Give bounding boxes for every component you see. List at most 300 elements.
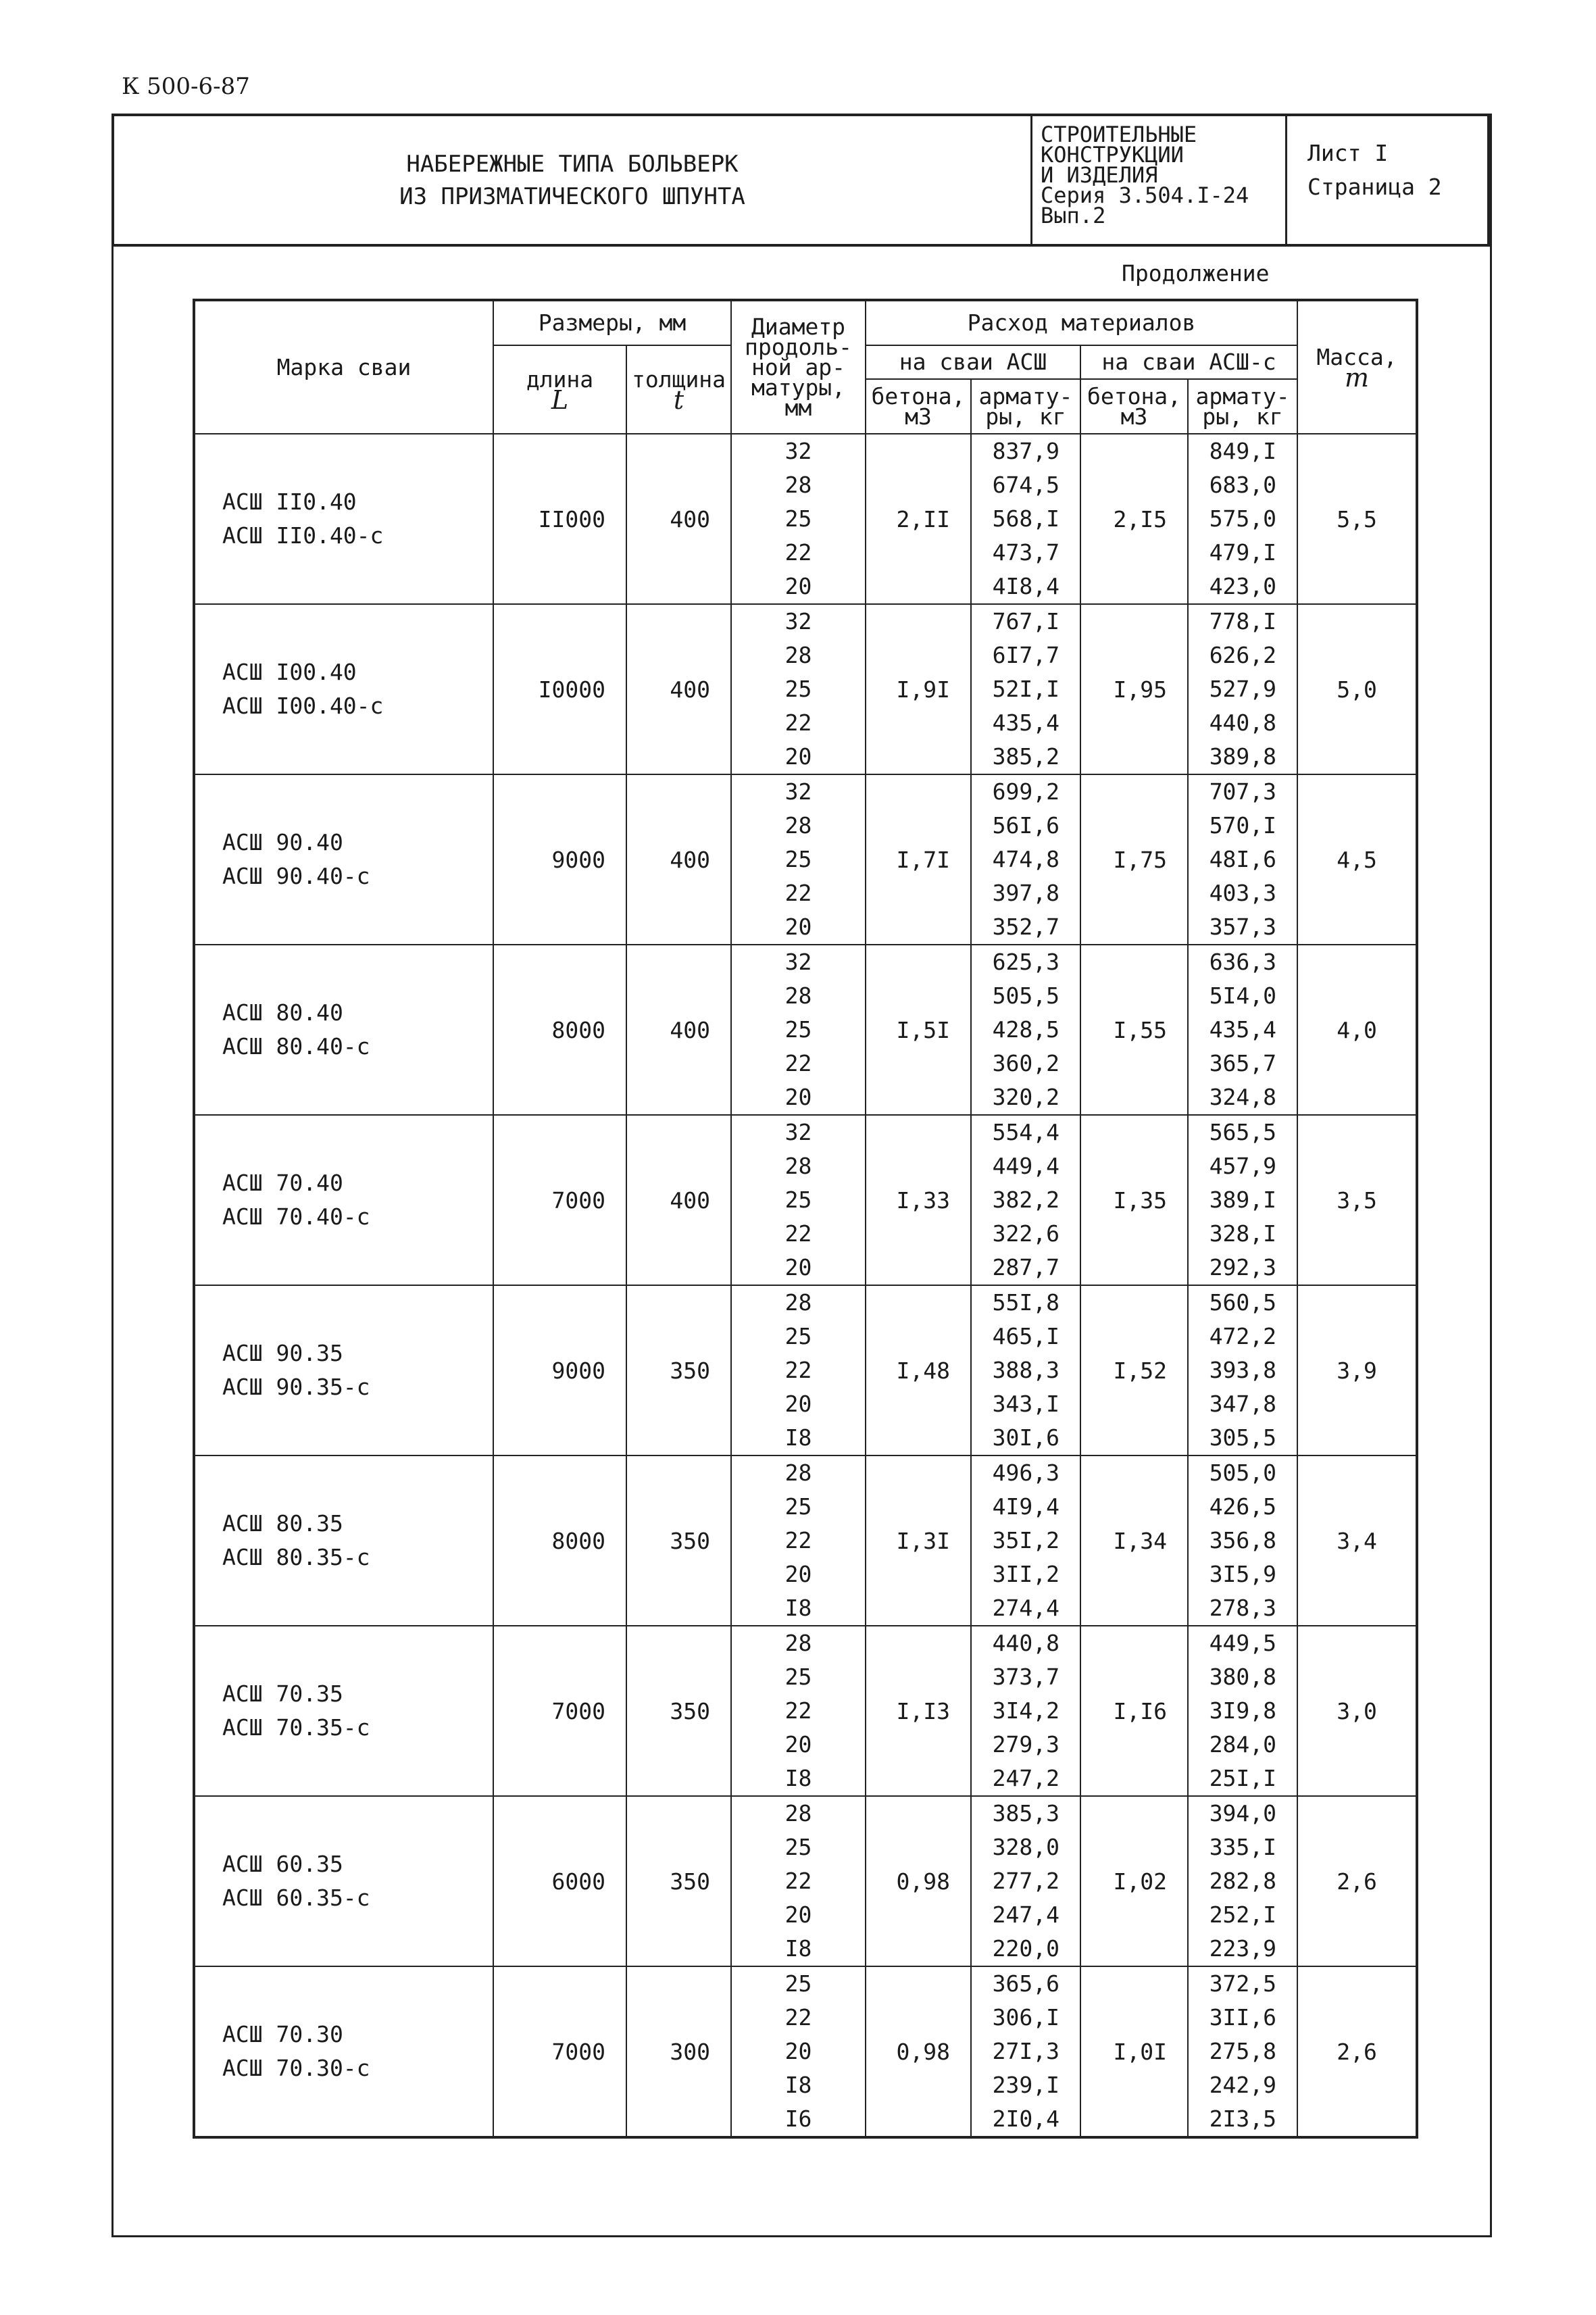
diameter-value: 28	[784, 1289, 812, 1316]
title-line: НАБЕРЕЖНЫЕ ТИПА БОЛЬВЕРК	[406, 150, 739, 178]
rebar-ash-value: 35I,2	[992, 1527, 1060, 1553]
diameter-value: 22	[784, 539, 812, 566]
diameter-value: 32	[784, 778, 812, 805]
concrete-ash-s-value: I,I6	[1113, 1697, 1168, 1724]
length-cell	[493, 434, 626, 604]
concrete-ash-s-value: I,52	[1113, 1357, 1168, 1384]
rebar-ash-value: 3II,2	[992, 1561, 1060, 1587]
rebar-ash-value: 837,9	[992, 438, 1060, 464]
mass-cell	[1297, 1626, 1417, 1796]
mass-cell	[1297, 945, 1417, 1115]
rebar-ash-s-value: 403,3	[1209, 880, 1277, 906]
length-cell	[493, 1285, 626, 1455]
pile-mark-cell	[194, 1285, 493, 1455]
header-on-ash: на сваи АСШ	[866, 345, 1080, 379]
pile-mark: АСШ 70.40	[222, 1170, 343, 1196]
concrete-ash-s-cell	[1080, 1115, 1188, 1285]
concrete-ash-s-cell	[1080, 1966, 1188, 2137]
rebar-ash-s-value: 324,8	[1209, 1084, 1277, 1110]
pile-mark: АСШ 90.40-с	[222, 863, 370, 889]
pile-mark: АСШ 70.30-с	[222, 2055, 370, 2081]
header-length-symbol: L	[551, 384, 569, 415]
pile-mark: АСШ 70.30	[222, 2021, 343, 2047]
length-cell	[493, 1796, 626, 1966]
thickness-cell	[626, 945, 731, 1115]
pile-mark: АСШ I00.40-с	[222, 693, 384, 719]
rebar-ash-value: 385,2	[992, 743, 1060, 770]
rebar-ash-cell	[971, 604, 1080, 774]
pile-mark: АСШ 80.40	[222, 999, 343, 1026]
rebar-ash-s-value: 3II,6	[1209, 2004, 1277, 2031]
diameter-value: 20	[784, 914, 812, 940]
diameter-value: 25	[784, 505, 812, 532]
series-line: СТРОИТЕЛЬНЫЕ	[1041, 122, 1197, 147]
rebar-ash-value: 287,7	[992, 1254, 1060, 1280]
rebar-ash-value: 568,I	[992, 505, 1060, 532]
concrete-ash-value: I,3I	[896, 1527, 951, 1554]
rebar-ash-s-value: 347,8	[1209, 1391, 1277, 1417]
rebar-ash-value: 382,2	[992, 1187, 1060, 1213]
rebar-ash-value: 465,I	[992, 1323, 1060, 1349]
concrete-ash-s-value: I,95	[1113, 676, 1168, 703]
rebar-ash-s-value: 335,I	[1209, 1834, 1277, 1860]
header-concrete-line: бетона,	[871, 382, 966, 409]
rebar-ash-value: 674,5	[992, 472, 1060, 498]
rebar-ash-cell	[971, 1285, 1080, 1455]
diameter-value: 25	[784, 676, 812, 702]
header-sizes: Размеры, мм	[493, 300, 731, 345]
diameter-value: 22	[784, 1050, 812, 1076]
diameter-cell	[731, 1115, 866, 1285]
diameter-value: 20	[784, 1084, 812, 1110]
diameter-value: 28	[784, 1630, 812, 1656]
concrete-ash-s-cell	[1080, 1626, 1188, 1796]
rebar-ash-s-value: 48I,6	[1209, 846, 1277, 872]
diameter-value: 28	[784, 472, 812, 498]
rebar-ash-value: 474,8	[992, 846, 1060, 872]
header-concrete-line: бетона,	[1087, 382, 1182, 409]
pile-mark: АСШ 70.35	[222, 1681, 343, 1707]
diameter-value: 25	[784, 1970, 812, 1997]
rebar-ash-s-value: 565,5	[1209, 1119, 1277, 1145]
rebar-ash-s-value: 849,I	[1209, 438, 1277, 464]
rebar-ash-s-cell	[1188, 1966, 1297, 2137]
length-cell	[493, 1115, 626, 1285]
title-line: ИЗ ПРИЗМАТИЧЕСКОГО ШПУНТА	[399, 182, 745, 210]
header-concrete-line: м3	[1120, 403, 1148, 430]
rebar-ash-s-value: 472,2	[1209, 1323, 1277, 1349]
header-diameter-line: матуры,	[751, 374, 846, 401]
concrete-ash-s-cell	[1080, 774, 1188, 945]
length-value: 6000	[551, 1868, 605, 1895]
series-line: Серия 3.504.I-24	[1041, 182, 1249, 208]
rebar-ash-s-value: 683,0	[1209, 472, 1277, 498]
rebar-ash-value: 352,7	[992, 914, 1060, 940]
rebar-ash-cell	[971, 1966, 1080, 2137]
diameter-value: 28	[784, 982, 812, 1009]
rebar-ash-value: 365,6	[992, 1970, 1060, 1997]
thickness-cell	[626, 1626, 731, 1796]
diameter-value: I8	[784, 1595, 812, 1621]
length-value: I0000	[538, 676, 605, 703]
diameter-value: 28	[784, 642, 812, 668]
diameter-value: 28	[784, 1800, 812, 1826]
rebar-ash-s-value: 389,I	[1209, 1187, 1277, 1213]
length-cell	[493, 1455, 626, 1626]
header-length	[493, 345, 626, 434]
rebar-ash-value: 52I,I	[992, 676, 1060, 702]
diameter-value: 25	[784, 1187, 812, 1213]
pile-specification-table	[193, 299, 1418, 2139]
header-concrete-line: м3	[905, 403, 932, 430]
length-value: 7000	[551, 1697, 605, 1724]
header-diameter-line: мм	[784, 394, 812, 421]
continuation-label: Продолжение	[1122, 260, 1270, 287]
rebar-ash-value: 343,I	[992, 1391, 1060, 1417]
rebar-ash-value: 699,2	[992, 778, 1060, 805]
table-row	[194, 1796, 1417, 1966]
pile-mark-cell	[194, 1966, 493, 2137]
rebar-ash-value: 274,4	[992, 1595, 1060, 1621]
rebar-ash-cell	[971, 434, 1080, 604]
header-length-label: длина	[526, 366, 594, 393]
diameter-value: 20	[784, 1391, 812, 1417]
concrete-ash-value: I,9I	[896, 676, 951, 703]
thickness-value: 400	[670, 1016, 711, 1043]
pile-mark: АСШ 60.35-с	[222, 1885, 370, 1911]
rebar-ash-value: 428,5	[992, 1016, 1060, 1043]
rebar-ash-value: 320,2	[992, 1084, 1060, 1110]
diameter-value: 25	[784, 1834, 812, 1860]
concrete-ash-cell	[866, 774, 971, 945]
sheet-number: Лист I	[1307, 140, 1389, 166]
rebar-ash-s-value: 575,0	[1209, 505, 1277, 532]
rebar-ash-value: 449,4	[992, 1153, 1060, 1179]
concrete-ash-cell	[866, 1115, 971, 1285]
rebar-ash-s-value: 223,9	[1209, 1935, 1277, 1962]
title-block	[111, 114, 1490, 247]
pile-mark: АСШ 90.35	[222, 1340, 343, 1366]
header-diameter-line: ной ар-	[751, 353, 846, 380]
concrete-ash-value: I,5I	[896, 1016, 951, 1043]
concrete-ash-value: 0,98	[896, 1868, 951, 1895]
pile-mark-cell	[194, 434, 493, 604]
header-thickness-symbol: t	[673, 384, 684, 415]
diameter-value: 25	[784, 1493, 812, 1520]
rebar-ash-value: 55I,8	[992, 1289, 1060, 1316]
rebar-ash-value: 279,3	[992, 1731, 1060, 1758]
concrete-ash-cell	[866, 1966, 971, 2137]
length-cell	[493, 1966, 626, 2137]
pile-mark: АСШ 60.35	[222, 1851, 343, 1877]
table-row	[194, 1626, 1417, 1796]
pile-mark: АСШ 80.35-с	[222, 1544, 370, 1570]
rebar-ash-s-cell	[1188, 604, 1297, 774]
rebar-ash-value: 625,3	[992, 949, 1060, 975]
diameter-value: 32	[784, 949, 812, 975]
table-row	[194, 1115, 1417, 1285]
rebar-ash-s-value: 357,3	[1209, 914, 1277, 940]
rebar-ash-s-value: 356,8	[1209, 1527, 1277, 1553]
rebar-ash-value: 440,8	[992, 1630, 1060, 1656]
title-block-sheet	[1287, 116, 1487, 244]
concrete-ash-s-cell	[1080, 604, 1188, 774]
diameter-value: 22	[784, 1868, 812, 1894]
thickness-cell	[626, 774, 731, 945]
length-cell	[493, 774, 626, 945]
thickness-value: 350	[670, 1697, 711, 1724]
length-value: II000	[538, 505, 605, 532]
diameter-value: 20	[784, 743, 812, 770]
rebar-ash-value: 397,8	[992, 880, 1060, 906]
pile-mark-cell	[194, 945, 493, 1115]
page-number: Страница 2	[1307, 174, 1442, 200]
rebar-ash-value: 435,4	[992, 710, 1060, 736]
rebar-ash-s-cell	[1188, 434, 1297, 604]
length-value: 9000	[551, 846, 605, 873]
mass-cell	[1297, 1796, 1417, 1966]
diameter-cell	[731, 1285, 866, 1455]
rebar-ash-s-value: 423,0	[1209, 573, 1277, 599]
concrete-ash-value: I,48	[896, 1357, 951, 1384]
pile-mark: АСШ 70.35-с	[222, 1714, 370, 1741]
table-row	[194, 434, 1417, 604]
thickness-cell	[626, 1966, 731, 2137]
rebar-ash-s-value: 305,5	[1209, 1424, 1277, 1451]
rebar-ash-s-value: 5I4,0	[1209, 982, 1277, 1009]
concrete-ash-cell	[866, 1796, 971, 1966]
rebar-ash-s-value: 275,8	[1209, 2038, 1277, 2064]
rebar-ash-s-value: 707,3	[1209, 778, 1277, 805]
rebar-ash-cell	[971, 1455, 1080, 1626]
rebar-ash-value: 3I4,2	[992, 1697, 1060, 1724]
rebar-ash-value: 328,0	[992, 1834, 1060, 1860]
header-rebar-ash-s	[1188, 379, 1297, 434]
header-rebar-line: армату-	[978, 382, 1073, 409]
rebar-ash-value: 247,4	[992, 1901, 1060, 1928]
diameter-value: 22	[784, 2004, 812, 2031]
header-mark: Марка сваи	[194, 300, 493, 434]
pile-mark: АСШ 80.35	[222, 1510, 343, 1537]
rebar-ash-value: 4I8,4	[992, 573, 1060, 599]
mass-cell	[1297, 1285, 1417, 1455]
mass-cell	[1297, 1115, 1417, 1285]
table-row	[194, 1285, 1417, 1455]
diameter-value: I8	[784, 1935, 812, 1962]
rebar-ash-s-cell	[1188, 1115, 1297, 1285]
pile-mark-cell	[194, 1455, 493, 1626]
rebar-ash-s-value: 626,2	[1209, 642, 1277, 668]
diameter-value: 25	[784, 1323, 812, 1349]
mass-cell	[1297, 434, 1417, 604]
length-cell	[493, 1626, 626, 1796]
concrete-ash-value: 0,98	[896, 2038, 951, 2065]
concrete-ash-value: 2,II	[896, 505, 951, 532]
mass-cell	[1297, 604, 1417, 774]
concrete-ash-s-cell	[1080, 1455, 1188, 1626]
rebar-ash-value: 4I9,4	[992, 1493, 1060, 1520]
pile-mark: АСШ II0.40-с	[222, 522, 384, 549]
pile-mark-cell	[194, 1115, 493, 1285]
thickness-value: 350	[670, 1868, 711, 1895]
rebar-ash-value: 385,3	[992, 1800, 1060, 1826]
rebar-ash-value: 30I,6	[992, 1424, 1060, 1451]
length-cell	[493, 604, 626, 774]
rebar-ash-cell	[971, 945, 1080, 1115]
diameter-value: 22	[784, 880, 812, 906]
length-cell	[493, 945, 626, 1115]
rebar-ash-value: 247,2	[992, 1765, 1060, 1791]
concrete-ash-s-value: I,75	[1113, 846, 1168, 873]
rebar-ash-value: 767,I	[992, 608, 1060, 634]
thickness-cell	[626, 604, 731, 774]
thickness-cell	[626, 1796, 731, 1966]
rebar-ash-value: 373,7	[992, 1664, 1060, 1690]
concrete-ash-s-value: I,0I	[1113, 2038, 1168, 2065]
rebar-ash-s-value: 252,I	[1209, 1901, 1277, 1928]
concrete-ash-value: I,33	[896, 1187, 951, 1214]
rebar-ash-s-value: 449,5	[1209, 1630, 1277, 1656]
diameter-value: 20	[784, 2038, 812, 2064]
pile-mark: АСШ II0.40	[222, 489, 357, 515]
rebar-ash-value: 554,4	[992, 1119, 1060, 1145]
rebar-ash-s-cell	[1188, 774, 1297, 945]
diameter-cell	[731, 1455, 866, 1626]
table-row	[194, 1455, 1417, 1626]
rebar-ash-value: 277,2	[992, 1868, 1060, 1894]
rebar-ash-s-cell	[1188, 1626, 1297, 1796]
rebar-ash-s-value: 328,I	[1209, 1220, 1277, 1247]
rebar-ash-s-value: 284,0	[1209, 1731, 1277, 1758]
rebar-ash-s-value: 440,8	[1209, 710, 1277, 736]
diameter-value: 20	[784, 573, 812, 599]
rebar-ash-value: 239,I	[992, 2072, 1060, 2098]
concrete-ash-cell	[866, 434, 971, 604]
header-thickness-label: толщина	[631, 366, 726, 393]
series-line: Вып.2	[1041, 203, 1106, 228]
thickness-value: 400	[670, 846, 711, 873]
rebar-ash-cell	[971, 774, 1080, 945]
rebar-ash-cell	[971, 1796, 1080, 1966]
rebar-ash-s-value: 25I,I	[1209, 1765, 1277, 1791]
pile-mark: АСШ 80.40-с	[222, 1033, 370, 1060]
header-diameter-line: продоль-	[745, 333, 852, 360]
diameter-cell	[731, 1626, 866, 1796]
mass-value: 5,0	[1337, 676, 1377, 703]
rebar-ash-value: 6I7,7	[992, 642, 1060, 668]
table-row	[194, 774, 1417, 945]
mass-value: 3,9	[1337, 1357, 1377, 1384]
rebar-ash-value: 496,3	[992, 1460, 1060, 1486]
rebar-ash-value: 27I,3	[992, 2038, 1060, 2064]
concrete-ash-s-cell	[1080, 1285, 1188, 1455]
header-rebar-line: ры, кг	[985, 403, 1066, 430]
pile-mark: АСШ 90.35-с	[222, 1374, 370, 1400]
pile-mark-cell	[194, 1796, 493, 1966]
concrete-ash-value: I,I3	[896, 1697, 951, 1724]
rebar-ash-value: 505,5	[992, 982, 1060, 1009]
rebar-ash-value: 473,7	[992, 539, 1060, 566]
diameter-value: 25	[784, 846, 812, 872]
header-rebar-ash	[971, 379, 1080, 434]
header-consumption: Расход материалов	[866, 300, 1297, 345]
mass-cell	[1297, 1455, 1417, 1626]
diameter-cell	[731, 774, 866, 945]
mass-cell	[1297, 1966, 1417, 2137]
table-row	[194, 604, 1417, 774]
table-body	[194, 434, 1417, 2137]
rebar-ash-s-cell	[1188, 1796, 1297, 1966]
thickness-cell	[626, 434, 731, 604]
rebar-ash-s-value: 636,3	[1209, 949, 1277, 975]
concrete-ash-s-cell	[1080, 945, 1188, 1115]
mass-value: 3,0	[1337, 1697, 1377, 1724]
rebar-ash-s-value: 389,8	[1209, 743, 1277, 770]
header-on-ash-s: на сваи АСШ-с	[1080, 345, 1297, 379]
diameter-value: I6	[784, 2106, 812, 2132]
diameter-value: 28	[784, 1460, 812, 1486]
rebar-ash-s-cell	[1188, 1455, 1297, 1626]
length-value: 8000	[551, 1016, 605, 1043]
diameter-value: 22	[784, 1527, 812, 1553]
rebar-ash-cell	[971, 1626, 1080, 1796]
thickness-cell	[626, 1455, 731, 1626]
concrete-ash-cell	[866, 1626, 971, 1796]
rebar-ash-s-value: 560,5	[1209, 1289, 1277, 1316]
concrete-ash-s-value: I,02	[1113, 1868, 1168, 1895]
rebar-ash-s-value: 479,I	[1209, 539, 1277, 566]
diameter-value: I8	[784, 1765, 812, 1791]
concrete-ash-value: I,7I	[896, 846, 951, 873]
rebar-ash-s-value: 292,3	[1209, 1254, 1277, 1280]
header-mass-unit: т	[1345, 362, 1370, 393]
concrete-ash-s-value: I,55	[1113, 1016, 1168, 1043]
document-code: К 500-6-87	[122, 73, 250, 100]
length-value: 7000	[551, 1187, 605, 1214]
header-diameter	[731, 300, 866, 434]
diameter-cell	[731, 1966, 866, 2137]
mass-cell	[1297, 774, 1417, 945]
concrete-ash-cell	[866, 604, 971, 774]
rebar-ash-s-value: 3I9,8	[1209, 1697, 1277, 1724]
header-diameter-line: Диаметр	[751, 313, 846, 340]
rebar-ash-s-value: 570,I	[1209, 812, 1277, 839]
pile-mark-cell	[194, 1626, 493, 1796]
diameter-cell	[731, 945, 866, 1115]
diameter-value: 32	[784, 438, 812, 464]
rebar-ash-s-value: 2I3,5	[1209, 2106, 1277, 2132]
rebar-ash-s-value: 365,7	[1209, 1050, 1277, 1076]
concrete-ash-s-value: I,34	[1113, 1527, 1168, 1554]
diameter-value: 20	[784, 1561, 812, 1587]
header-thickness	[626, 345, 731, 434]
rebar-ash-s-value: 457,9	[1209, 1153, 1277, 1179]
rebar-ash-s-value: 282,8	[1209, 1868, 1277, 1894]
mass-value: 2,6	[1337, 2038, 1377, 2065]
mass-value: 3,5	[1337, 1187, 1377, 1214]
diameter-value: 22	[784, 1220, 812, 1247]
diameter-value: 22	[784, 710, 812, 736]
diameter-cell	[731, 1796, 866, 1966]
mass-value: 5,5	[1337, 505, 1377, 532]
thickness-cell	[626, 1285, 731, 1455]
title-block-title	[114, 116, 1032, 244]
rebar-ash-s-value: 394,0	[1209, 1800, 1277, 1826]
concrete-ash-s-value: I,35	[1113, 1187, 1168, 1214]
concrete-ash-cell	[866, 945, 971, 1115]
rebar-ash-s-cell	[1188, 1285, 1297, 1455]
diameter-value: 22	[784, 1357, 812, 1383]
